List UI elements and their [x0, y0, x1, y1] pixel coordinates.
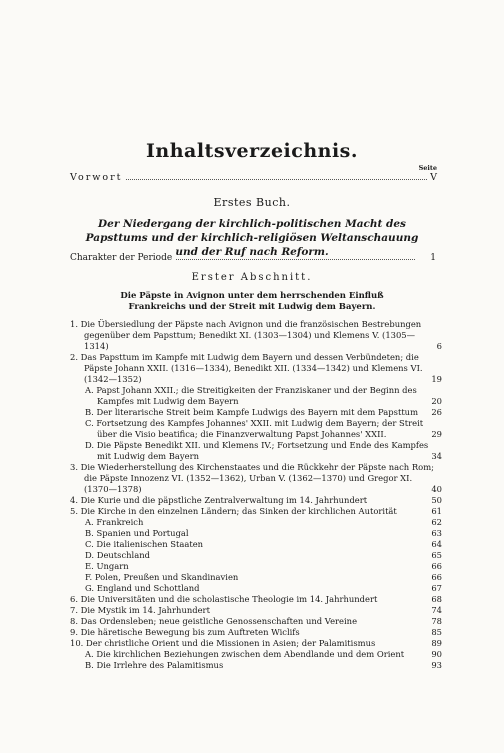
- leader-dots: [176, 253, 415, 260]
- section-subtitle: Die Päpste in Avignon unter dem herrschenden Einfluß Frankreichs und der Streit mit Ludwig dem Bayern.: [120, 291, 384, 312]
- toc-entry-text: 2. Das Papsttum im Kampfe mit Ludwig dem Bayern und dessen Verbündeten; die Päpste Johann XXII. (1316—1334), Benedikt XII. (1334—1342) und Klemens VI. (1342—1352): [70, 352, 423, 384]
- toc-entry: [70, 539, 442, 550]
- toc-entry-page: 40: [431, 484, 442, 494]
- toc-entry-text: A. Die kirchlichen Beziehungen zwischen dem Abendlande und dem Orient: [85, 649, 405, 659]
- toc-entry-page: 85: [431, 627, 442, 637]
- toc-entry-page: 64: [431, 539, 442, 549]
- toc-entry-page: 29: [431, 429, 442, 439]
- toc-entry: [70, 594, 442, 605]
- toc-entry-page: 63: [431, 528, 442, 538]
- toc-entry-page: 66: [431, 572, 442, 582]
- toc-entry-text: 6. Die Universitäten und die scholastische Theologie im 14. Jahrhundert: [70, 594, 378, 604]
- page-title: Inhaltsverzeichnis.: [146, 140, 358, 162]
- toc-entry: [70, 517, 442, 528]
- toc-entry-page: 93: [431, 660, 442, 670]
- toc-entry-text: G. England und Schottland: [85, 583, 200, 593]
- section-title: Erster Abschnitt.: [191, 272, 313, 283]
- toc-entry: [70, 627, 442, 638]
- leader-dots: [126, 172, 427, 180]
- toc-entry-text: 8. Das Ordensleben; neue geistliche Genossenschaften und Vereine: [70, 616, 358, 626]
- charakter-page: 1: [430, 253, 436, 263]
- vorwort-entry: [70, 172, 437, 183]
- toc-entry: [70, 418, 442, 440]
- toc-entry-text: C. Fortsetzung des Kampfes Johannes' XXII. mit Ludwig dem Bayern; der Streit über die Visio beatifica; die Finanzverwaltung Papst Johannes' XXII.: [85, 418, 424, 439]
- vorwort-page: V: [430, 172, 437, 183]
- toc-entry-page: 20: [431, 396, 442, 406]
- toc-entry-text: B. Die Irrlehre des Palamitismus: [85, 660, 224, 670]
- toc-entry: [70, 352, 442, 385]
- toc-entry: [70, 506, 442, 517]
- toc-entry: [70, 495, 442, 506]
- toc-entry-page: 62: [431, 517, 442, 527]
- toc-entry-text: C. Die italienischen Staaten: [85, 539, 204, 549]
- toc-entry-page: 78: [431, 616, 442, 626]
- toc-entry: [70, 572, 442, 583]
- toc-entry: [70, 319, 442, 352]
- toc-entry: [70, 407, 442, 418]
- toc-entry-text: 3. Die Wiederherstellung des Kirchenstaates und die Rückkehr der Päpste nach Rom; die Päpste Innozenz VI. (1352—1362), Urban V. (1362—1370) und Gregor XI. (1370—1378): [70, 462, 434, 494]
- toc-entry-page: 68: [431, 594, 442, 604]
- charakter-label: Charakter der Periode: [70, 253, 173, 263]
- toc-entry: [70, 440, 442, 462]
- toc-entry-text: B. Spanien und Portugal: [85, 528, 189, 538]
- toc-entry: [70, 583, 442, 594]
- toc-entry-text: 1. Die Übersiedlung der Päpste nach Avignon und die französischen Bestrebungen gegenüber dem Papsttum; Benedikt XI. (1303—1304) und Klemens V. (1305—1314): [70, 319, 422, 351]
- toc-entry: [70, 550, 442, 561]
- toc-entry-text: 4. Die Kurie und die päpstliche Zentralverwaltung im 14. Jahrhundert: [70, 495, 368, 505]
- toc-entry-text: B. Der literarische Streit beim Kampfe Ludwigs des Bayern mit dem Papsttum: [85, 407, 419, 417]
- toc-entry: [70, 561, 442, 572]
- toc-entry-page: 66: [431, 561, 442, 571]
- book-title: Erstes Buch.: [213, 196, 291, 209]
- toc-entry-page: 67: [431, 583, 442, 593]
- toc-entry-page: 61: [431, 506, 442, 516]
- toc-entry: [70, 638, 442, 649]
- toc-entry-page: 26: [431, 407, 442, 417]
- toc-entry: [70, 385, 442, 407]
- toc-entry: [70, 462, 442, 495]
- charakter-entry: [70, 253, 436, 263]
- toc-entry-text: 9. Die häretische Bewegung bis zum Auftreten Wiclifs: [70, 627, 300, 637]
- toc-entry-text: A. Frankreich: [85, 517, 144, 527]
- toc-entry-text: 10. Der christliche Orient und die Missionen in Asien; der Palamitismus: [70, 638, 376, 648]
- toc-entry-text: D. Die Päpste Benedikt XII. und Klemens IV.; Fortsetzung und Ende des Kampfes mit Ludwig dem Bayern: [85, 440, 429, 461]
- toc-entry-page: 6: [436, 341, 442, 351]
- book-subtitle: Der Niedergang der kirchlich-politischen Macht des Papsttums und der kirchlich-religiösen Weltanschauung und der Ruf nach Reform.: [85, 218, 419, 258]
- toc-entry-text: E. Ungarn: [85, 561, 129, 571]
- vorwort-label: Vorwort: [70, 172, 123, 183]
- toc-entry-page: 74: [431, 605, 442, 615]
- toc-entry: [70, 660, 442, 671]
- toc-entry-page: 89: [431, 638, 442, 648]
- toc-entry-text: F. Polen, Preußen und Skandinavien: [85, 572, 239, 582]
- seite-label: Seite: [418, 164, 437, 172]
- toc-entry-page: 19: [431, 374, 442, 384]
- toc-entry-text: 5. Die Kirche in den einzelnen Ländern; das Sinken der kirchlichen Autorität: [70, 506, 397, 516]
- toc-list: [70, 319, 442, 671]
- toc-entry: [70, 528, 442, 539]
- toc-entry-page: 34: [431, 451, 442, 461]
- toc-entry: [70, 649, 442, 660]
- toc-entry-text: 7. Die Mystik im 14. Jahrhundert: [70, 605, 210, 615]
- toc-entry: [70, 605, 442, 616]
- toc-entry-page: 50: [431, 495, 442, 505]
- toc-entry-page: 65: [431, 550, 442, 560]
- toc-entry-text: D. Deutschland: [85, 550, 150, 560]
- toc-entry: [70, 616, 442, 627]
- toc-entry-page: 90: [431, 649, 442, 659]
- toc-entry-text: A. Papst Johann XXII.; die Streitigkeiten der Franziskaner und der Beginn des Kampfes mit Ludwig dem Bayern: [85, 385, 417, 406]
